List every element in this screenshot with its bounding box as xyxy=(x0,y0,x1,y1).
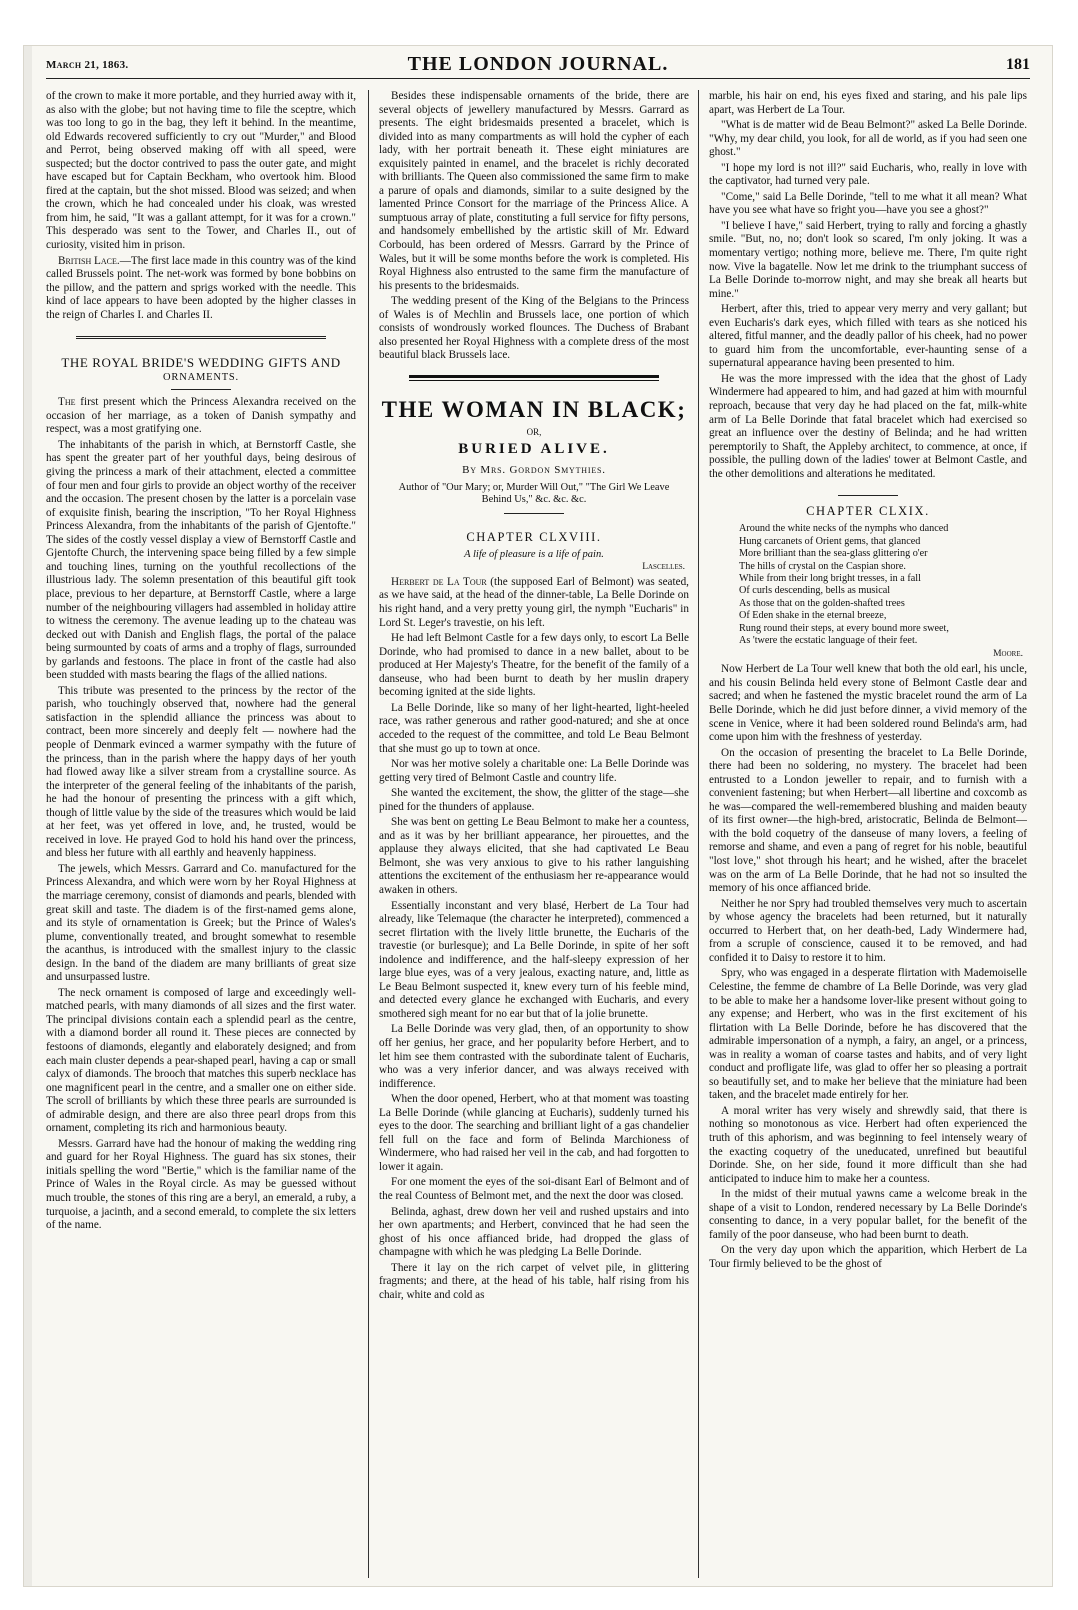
story-title: THE WOMAN IN BLACK; xyxy=(381,396,687,422)
gifts-paragraph-5: The neck ornament is composed of large and exceedingly well-matched pearls, with many diamonds of all sizes and the first water. The principal divisions contain each a splendid pearl as the centre, with a diamond border all round it. These pieces are connected by festoons of diamonds, elegantly and elaborately designed; and from each main cluster depends a pear-shaped pearl, having a cap or small calyx of diamonds. The brooch that matches this superb necklace has one magnificent pearl in the centre, and a smaller one on either side. The scroll of brilliants by which these three pearls are surrounded is of admirable design, and there are also three pearl drops from this ornament, completing its rich and harmonious beauty. xyxy=(46,986,356,1135)
short-rule xyxy=(171,389,231,390)
british-lace-text: —The first lace made in this country was of the kind called Brussels point. The net-work was formed by bone bobbins on the pillow, and the pattern and sprigs worked with the needle. This kind of lace appears to have been adopted by the higher classes in the reign of Charles I. and Charles II. xyxy=(46,254,356,321)
story-continued-7: He was the more impressed with the idea that the ghost of Lady Windermere had appeared to him, and had gazed at him with mournful reproach, because that very day he had placed on the fat, milk-white arm of La Belle Dorinde that fatal bracelet which had exercised so great an influence over the destiny of Belinda; and he had written peremptorily to Shaft, the Appleby architect, to commence, at once, if possible, the pulling down of the ladies' tower at Belmont Castle, and the other demolitions and alterations he meditated. xyxy=(709,372,1027,480)
verse-line: More brilliant than the sea-glass glittering o'er xyxy=(739,548,928,560)
belgian-gift-paragraph: The wedding present of the King of the Belgians to the Princess of Wales is of Mechlin and Brussels lace, one portion of which consists of wondrously worked flounces. The Duchess of Brabant also presented her Royal Highness with a complete dress of the most beautiful black Brussels lace. xyxy=(379,295,689,362)
column-2 xyxy=(379,90,689,1578)
chapter-heading-2: CHAPTER CLXIX. xyxy=(806,504,930,519)
story-paragraph-6: She was bent on getting Le Beau Belmont to make her a countess, and as it was by her brilliant appearance, her pirouettes, and the applause they always elicited, that she had captivated Le Beau Belmont, she was very anxious to give to his rather languishing attentions the excitement of the enthusiasm her re-appearance would awaken in others. xyxy=(379,816,689,896)
column-rule-right xyxy=(698,90,699,1578)
gifts-paragraph-2: The inhabitants of the parish in which, at Bernstorff Castle, she has spent the greater part of her youthful days, being desirous of giving the princess a mark of their attachment, elected a committee of four men and four girls to provide an object worthy of the receiver and the occasion. The present chosen by the latter is a porcelain vase of exquisite finish, bearing the inscription, "To her Royal Highness Princess Alexandra, from the inhabitants of the parish of Gjentofte." The sides of the costly vessel display a view of Bernstorff Castle and Gjentofte Church, the intervening space being filled by a few simple and touching lines, turning on the youthful recollections of the illustrious lady. The solemn presentation of this beautiful gift took place, previous to her departure, at Bernstorff Castle, where a large number of the neighbouring villagers had assembled in holiday attire to witness the ceremony. The avenue leading up to the chateau was decked out with Danish and English flags, the portal of the palace being surmounted by coats of arms and a trophy of flags, surrounded by garlands and festoons. The place in front of the castle had also been studded with masts bearing the flags of the allied nations. xyxy=(46,438,356,682)
wedding-gifts-heading: THE ROYAL BRIDE'S WEDDING GIFTS AND xyxy=(61,355,341,371)
story-author: By Mrs. Gordon Smythies. xyxy=(462,463,606,476)
verse-line: The hills of crystal on the Caspian shore. xyxy=(739,560,906,572)
short-rule xyxy=(838,495,898,496)
gifts-paragraph-3: This tribute was presented to the princess by the rector of the parish, who touchingly observed that, nowhere had the general satisfaction in the splendid alliance the princess was about to contract, been more sincerely and deeply felt — nowhere had the people of Denmark evinced a warmer sympathy with the future of the princess, than in the parish where the happy days of her youth had flowed away like a silver stream from a crystalline source. As the interpreter of the general feeling of the inhabitants of the parish, he had the honour of presenting the princess with a gift which, though of little value by the side of the treasures which would be laid at her feet, was yet offered in love, and, he trusted, would be received in love. He prayed God to hold his hand over the princess, and bless her future with all earthly and heavenly happiness. xyxy=(46,684,356,860)
chapter2-paragraph-2: On the occasion of presenting the bracelet to La Belle Dorinde, there had been no soldering, no mystery. The bracelet had been entrusted to a London jeweller to repair, and to furnish with a convenient fastening; but when Herbert—all libertine and coxcomb as he was—compared the well-remembered blushing and maiden beauty of its first owner—the high-bred, aristocratic, Belinda de Belmont—with the bold coquetry of the danseuse of many lovers, a feeling of remorse and shame, and even a pang of regret for his noble, beautiful "lost love," shot through his heart; and he wished, after the bracelet was on the arm of La Belle Dorinde, that he had not so insulted the memory of his once affianced bride. xyxy=(709,746,1027,895)
british-lace-paragraph xyxy=(46,255,356,323)
page-edge-shadow xyxy=(24,46,32,1586)
issue-date: March 21, 1863. xyxy=(46,59,129,71)
story-paragraph-5: She wanted the excitement, the show, the glitter of the stage—she pined for the thunders of applause. xyxy=(379,787,689,813)
story-paragraph-8: La Belle Dorinde was very glad, then, of an opportunity to show off her genius, her grace, and her popularity before Herbert, and to let him see them contrasted with the subordinate talent of Eucharis, who was a very inferior dancer, and was always received with indifference. xyxy=(379,1023,689,1090)
newspaper-page xyxy=(24,46,1052,1586)
chapter-heading: CHAPTER CLXVIII. xyxy=(466,529,602,544)
chapter2-paragraph-3: Neither he nor Spry had troubled themselves very much to ascertain by whose agency the bracelets had been returned, but it naturally occurred to Herbert that, on her death-bed, Lady Windermere had, from a scruple of conscience, caused it to be removed, and had confided it to Daisy to restore it to him. xyxy=(709,897,1027,964)
story-continued-1: marble, his hair on end, his eyes fixed and staring, and his pale lips apart, was Herbert de La Tour. xyxy=(709,90,1027,116)
gifts-paragraph-4: The jewels, which Messrs. Garrard and Co. manufactured for the Princess Alexandra, and which were worn by her Royal Highness at the marriage ceremony, consist of diamonds and pearls, blended with great skill and taste. The diadem is of the first-named gems alone, and its style of ornamentation is Greek; but the Prince of Wales's plume, conventionally treated, and brought somewhat to resemble the acanthus, is introduced with the smallest injury to the classic design. In the band of the diadem are many brilliants of great size and unsurpassed lustre. xyxy=(46,862,356,984)
motto-attribution: Lascelles. xyxy=(642,561,685,572)
story-paragraph-1-text: (the supposed Earl of Belmont) was seated, as we have said, at the head of the dinner-table, La Belle Dorinde on his right hand, and a very pretty young girl, the nymph "Eucharis" in Lord St. Leger's travestie, on his left. xyxy=(379,575,689,629)
page-number: 181 xyxy=(1006,56,1030,73)
wedding-gifts-heading-line2: ORNAMENTS. xyxy=(163,372,239,384)
story-continued-6: Herbert, after this, tried to appear very merry and very gallant; but even Eucharis's dark eyes, which filled with tears as she noticed his altered, fitful manner, and the deadly pallor of his cheek, had no power to guard him from the uncomfortable, ever-haunting sense of a supernatural appearance having been presented to him. xyxy=(709,303,1027,370)
column-1 xyxy=(46,90,356,1578)
gifts-lead: The xyxy=(58,396,76,409)
chapter2-paragraph-6: In the midst of their mutual yawns came a welcome break in the shape of a visit to London, rendered necessary by La Belle Dorinde's consenting to dance, in a very popular ballet, for the benefit of the family of the poor danseuse, who had been burnt to death. xyxy=(709,1188,1027,1241)
story-continued-2: "What is de matter wid de Beau Belmont?" asked La Belle Dorinde. "Why, my dear child, you look, for all de world, as if you had seen one ghost." xyxy=(709,119,1027,159)
story-continued-5: "I believe I have," said Herbert, trying to rally and forcing a ghastly smile. "But, no, no; don't look so scared, I'm only joking. It was a momentary vertigo; nothing more, believe me. There, I'm quite right now. Vive la bagatelle. Now let me drink to the triumphant success of La Belle Dorinde to-morrow night, and may she break all hearts but mine." xyxy=(709,219,1027,300)
story-continued-3: "I hope my lord is not ill?" said Eucharis, who, really in love with the captivator, had turned very pale. xyxy=(709,161,1027,188)
chapter2-paragraph-7: On the very day upon which the apparition, which Herbert de La Tour firmly believed to be the ghost of xyxy=(709,1244,1027,1270)
verse-line: Around the white necks of the nymphs who danced xyxy=(739,523,949,535)
gifts-paragraph-6: Messrs. Garrard have had the honour of making the wedding ring and guard for her Royal Highness. The guard has six stones, their initials spelling the word "Bertie," which is the familiar name of the Prince of Wales in the Royal circle. As may be guessed without much trouble, the stones of this ring are a beryl, an emerald, a ruby, a turquoise, a jacinth, and a second emerald, to complete the six letters of the name. xyxy=(46,1137,356,1232)
story-paragraph-12: There it lay on the rich carpet of velvet pile, in glittering fragments; and there, at the head of his table, half rising from his chair, white and cold as xyxy=(379,1261,689,1301)
verse-attribution: Moore. xyxy=(993,649,1023,660)
section-divider xyxy=(76,336,326,339)
british-lace-lead: British Lace. xyxy=(58,254,120,267)
story-or: OR, xyxy=(526,426,542,437)
chapter-motto: A life of pleasure is a life of pain. xyxy=(464,548,604,560)
story-paragraph-7: Essentially inconstant and very blasé, Herbert de La Tour had already, like Telemaque (the character he interpreted), commenced a secret flirtation with the lively little brunette, the Eucharis of the travestie (or burlesque); and La Belle Dorinde, in spite of her soft indolence and indifference, and the half-sleepy expression of her large blue eyes, was of a very jealous, exacting nature, and, little as Le Beau Belmont suspected it, knew every turn of his feeble mind, and detected every glance he exchanged with Eucharis, and every smothered sigh meant for no ear but that of la jolie brunette. xyxy=(379,899,689,1020)
running-head xyxy=(46,52,1030,79)
chapter2-paragraph-5: A moral writer has very wisely and shrewdly said, that there is nothing so monotonous as vice. Herbert had often experienced the truth of this aphorism, and was beginning to feel intensely weary of the exacting coquetry of the uneducated, unrefined but beautiful Dorinde. She, on her side, found it more difficult than she had anticipated to induce him to make her a countess. xyxy=(709,1104,1027,1185)
verse-line: Hung carcanets of Orient gems, that glanced xyxy=(739,535,921,547)
chapter2-paragraph-1: Now Herbert de La Tour well knew that both the old earl, his uncle, and his cousin Belinda held every stone of Belmont Castle dear and sacred; and when he fastened the mystic bracelet round the arm of La Belle Dorinde, which he did just before dinner, a vivid memory of the scene in Venice, where it had been soldered round Belinda's arm, had come upon him with the freshness of yesterday. xyxy=(709,663,1027,744)
story-paragraph-9: When the door opened, Herbert, who at that moment was toasting La Belle Dorinde (while glancing at Eucharis), suddenly turned his eyes to the door. The searching and brilliant light of a gas chandelier fell full on the face and form of Belinda Marchioness of Windermere, who had raised her veil in the cab, and had forgotten to lower it again. xyxy=(379,1093,689,1173)
verse-line: As 'twere the ecstatic language of their feet. xyxy=(739,634,918,646)
story-continued-4: "Come," said La Belle Dorinde, "tell to me what it all mean? What have you see what have so fright you—have you see a ghost?" xyxy=(709,190,1027,217)
story-paragraph-2: He had left Belmont Castle for a few days only, to escort La Belle Dorinde, who had promised to dance in a new ballet, about to be produced at Her Majesty's Theatre, for the benefit of the family of a danseuse, who had been burnt to death by her muslin drapery becoming ignited at the side lights. xyxy=(379,632,689,699)
crown-theft-paragraph: of the crown to make it more portable, and they hurried away with it, as also with the globe; but not having time to file the sceptre, which was too long to go in the bag, they left it behind. In the meantime, old Edwards recovered sufficiently to cry out "Murder," and Blood and Perrot, being observed making off with all speed, were suspected; but the doctor contrived to pass the outer gate, and might have escaped but for Captain Beckham, who overtook him. Blood fired at the captain, but the shot missed. Blood was seized; and when the crown, which he had concealed under his cloak, was wrested from him, he said, "It was a gallant attempt, for it was for a crown." This desperado was sent to the Tower, and Charles II., out of curiosity, visited him in prison. xyxy=(46,90,356,252)
story-paragraph-1 xyxy=(379,576,689,630)
story-paragraph-4: Nor was her motive solely a charitable one: La Belle Dorinde was getting very tired of Belmont Castle and country life. xyxy=(379,758,689,784)
short-rule xyxy=(504,513,564,514)
verse-line: Rung round their steps, at every bound more sweet, xyxy=(739,622,949,634)
story-lead: Herbert de La Tour xyxy=(391,575,487,588)
verse-line: Of curls descending, bells as musical xyxy=(739,585,891,597)
column-3 xyxy=(709,90,1027,1578)
jewellery-paragraph: Besides these indispensable ornaments of the bride, there are several objects of jewellery manufactured by Messrs. Garrard as presents. The eight bridesmaids presented a bracelet, which is divided into as many compartments as will hold the cypher of each lady, with her portrait beneath it. These eight miniatures are exquisitely painted in enamel, and the bracelet is richly decorated with brilliants. The Queen also commissioned the same firm to make a parure of opals and diamonds, similar to a suite designed by the lamented Prince Consort for the marriage of the Princess Alice. A sumptuous array of plate, constituting a full service for fifty persons, and handsomely embellished by the artistic skill of Mr. Edward Corbould, has been ordered of Messrs. Garrard by the Prince of Wales, but it will be some months before the work is completed. His Royal Highness also entrusted to the same firm the manufacture of his presents to the bridesmaids. xyxy=(379,90,689,292)
verse-line: As those that on the golden-shafted trees xyxy=(739,597,905,609)
journal-title: THE LONDON JOURNAL. xyxy=(407,53,669,75)
column-rule-left xyxy=(368,90,369,1578)
chapter2-paragraph-4: Spry, who was engaged in a desperate flirtation with Mademoiselle Celestine, the femme de chambre of La Belle Dorinde, was very glad to be able to make her a handsome lover-like present without going to any expense; and Herbert, who was in the first excitement of his flirtation with La Belle Dorinde, before he has discovered that the admirable impersonation of a nymph, a fairy, an angel, or a princess, was in reality a woman of coarse tastes and habits, and of very light conduct and profligate life, was glad to offer her so pleasing a portrait so beautifully set, and to make her believe that the miniature had been taken, and the bracelet made entirely for her. xyxy=(709,967,1027,1102)
story-paragraph-3: La Belle Dorinde, like so many of her light-hearted, light-heeled race, was rather generous and rather good-natured; and she at once acceded to the request of the committee, and told Le Beau Belmont that she must go up to town at once. xyxy=(379,701,689,755)
story-paragraph-10: For one moment the eyes of the soi-disant Earl of Belmont and of the real Countess of Belmont met, and the next the door was closed. xyxy=(379,1176,689,1202)
chapter-verse xyxy=(739,523,1027,647)
story-subtitle: BURIED ALIVE. xyxy=(458,440,610,457)
gifts-paragraph-1-text: first present which the Princess Alexandra received on the occasion of her marriage, as a token of Danish sympathy and respect, was a most gratifying one. xyxy=(46,396,356,436)
gifts-paragraph-1 xyxy=(46,396,356,437)
author-note: Author of "Our Mary; or, Murder Will Out," "The Girl We Leave Behind Us," &c. &c. &c. xyxy=(398,481,670,506)
story-divider xyxy=(409,375,659,381)
verse-line: While from their long bright tresses, in a fall xyxy=(739,572,921,584)
verse-line: Of Eden shake in the eternal breeze, xyxy=(739,610,887,622)
story-paragraph-11: Belinda, aghast, drew down her veil and rushed upstairs and into her own apartments; and Herbert, convinced that he had seen the ghost of his once affianced bride, had dropped the glass of champagne with which he was pledging La Belle Dorinde. xyxy=(379,1205,689,1259)
